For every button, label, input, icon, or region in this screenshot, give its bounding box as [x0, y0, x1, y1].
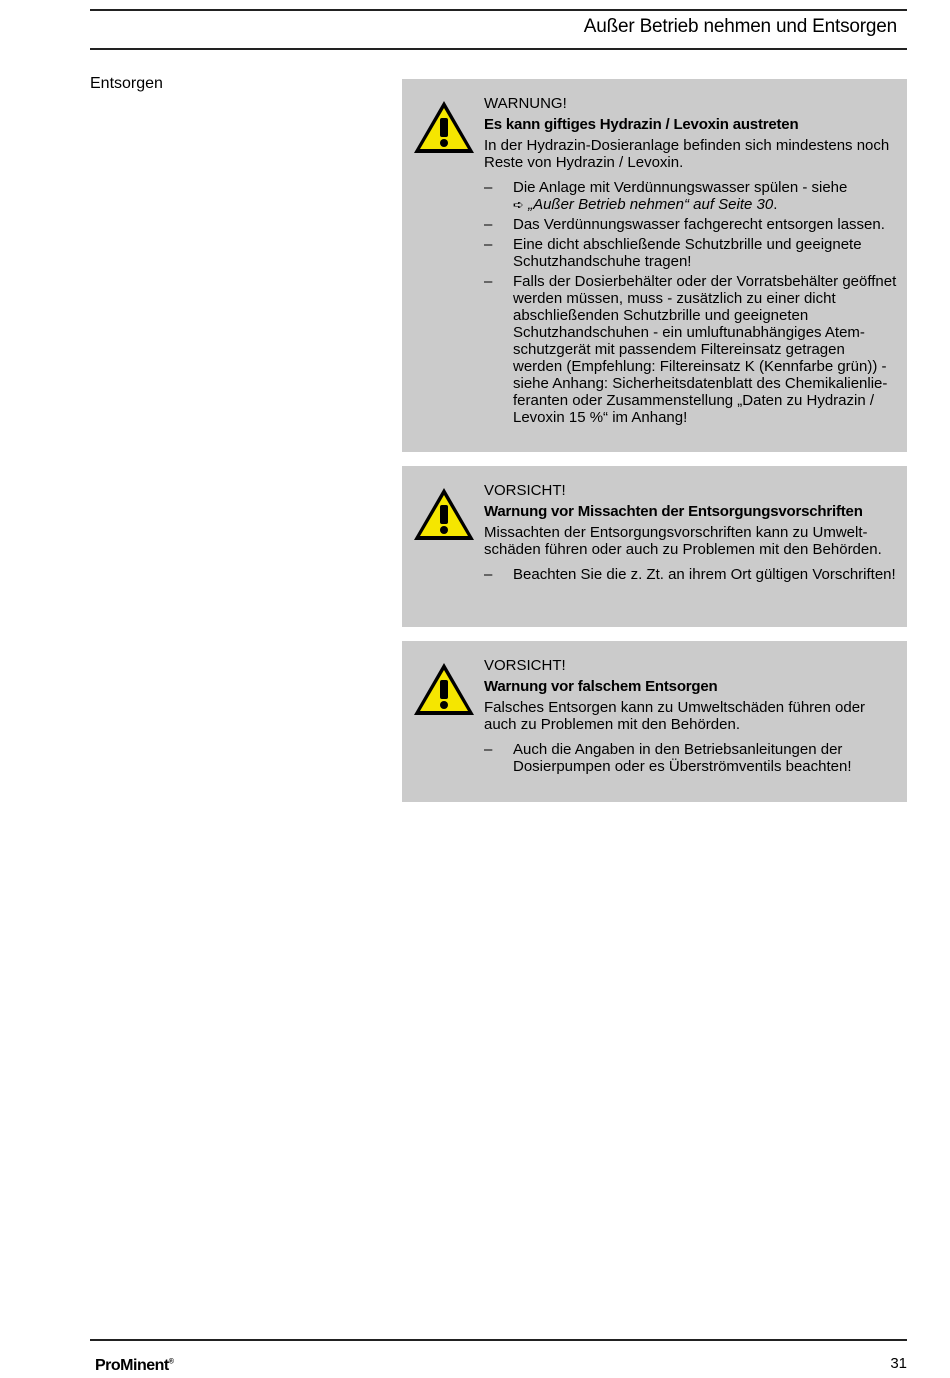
warning-description: Falsches Entsorgen kann zu Umweltschäden führen oder auch zu Problemen mit den Behörden. — [484, 699, 866, 733]
list-dash: – — [484, 741, 493, 758]
list-item — [484, 273, 897, 426]
warning-description: Missachten der Entsorgungsvorschriften kann zu Umweltschäden führen oder auch zu Problemen mit den Behörden. — [484, 524, 882, 558]
list-item — [484, 236, 897, 270]
warning-headline: Warnung vor Missachten der Entsorgungsvorschriften — [484, 503, 863, 520]
list-item-text: Eine dicht abschließende Schutzbrille und geeignete Schutzhandschuhe tragen! — [513, 236, 862, 270]
instruction-list — [484, 566, 897, 583]
logo-registered-mark: ® — [168, 1358, 174, 1366]
list-dash: – — [484, 566, 493, 583]
cross-reference-link[interactable] — [513, 196, 773, 213]
instruction-list — [484, 741, 897, 775]
list-item-text: Die Anlage mit Verdünnungswasser spülen - siehe — [513, 179, 848, 196]
list-item-text: Auch die Angaben in den Betriebsanleitungen der Dosierpumpen oder es Überströmventils beachten! — [513, 741, 852, 775]
page-header-title: Außer Betrieb nehmen und Entsorgen — [583, 16, 897, 37]
footer-rule — [90, 1339, 907, 1341]
warning-description: In der Hydrazin-Dosieranlage befinden sich mindestens noch Reste von Hydrazin / Levoxin. — [484, 137, 890, 171]
reference-arrow-icon: ➪ — [513, 197, 524, 212]
warning-headline: Warnung vor falschem Entsorgen — [484, 678, 718, 695]
prominent-logo — [95, 1357, 173, 1375]
list-dash: – — [484, 216, 493, 233]
page-number: 31 — [890, 1355, 907, 1372]
list-item-text: Das Verdünnungswasser fachgerecht entsorgen lassen. — [513, 216, 885, 233]
caution-box-disposal — [402, 641, 907, 802]
caution-box-regulations — [402, 466, 907, 627]
warning-triangle-icon — [412, 99, 476, 155]
cross-reference-end: . — [773, 196, 778, 213]
list-item — [484, 179, 897, 213]
list-item — [484, 566, 897, 583]
header-bottom-rule — [90, 48, 907, 50]
list-dash: – — [484, 273, 493, 290]
list-dash: – — [484, 236, 493, 253]
warning-triangle-icon — [412, 661, 476, 717]
list-dash: – — [484, 179, 493, 196]
signal-word: VORSICHT! — [484, 482, 566, 499]
warning-headline: Es kann giftiges Hydrazin / Levoxin austreten — [484, 116, 799, 133]
cross-reference-text: „Außer Betrieb nehmen“ auf Seite 30 — [528, 196, 774, 213]
warning-box-hydrazin — [402, 79, 907, 452]
logo-text: ProMinent — [95, 1357, 169, 1374]
header-top-rule — [90, 9, 907, 11]
list-item-text: Beachten Sie die z. Zt. an ihrem Ort gültigen Vorschriften! — [513, 566, 896, 583]
signal-word: WARNUNG! — [484, 95, 567, 112]
signal-word: VORSICHT! — [484, 657, 566, 674]
section-title: Entsorgen — [90, 75, 163, 92]
list-item — [484, 216, 897, 233]
list-item — [484, 741, 897, 775]
instruction-list — [484, 179, 897, 426]
warning-triangle-icon — [412, 486, 476, 542]
list-item-text: Falls der Dosierbehälter oder der Vorratsbehälter geöffnet werden müssen, muss - zusätzlich zu einer dicht abschließenden Schutzbrille und geeigneten Schutzhandschuhen - ein umluftunabhängiges Atemschutzgerät mit passendem Filtereinsatz getragen werden (Empfehlung: Filtereinsatz K (Kennfarbe grün)) - siehe Anhang: Sicherheitsdatenblatt des Chemikalienlieferanten oder Zusammenstellung „Daten zu Hydrazin / Levoxin 15 %“ im Anhang! — [513, 273, 897, 426]
